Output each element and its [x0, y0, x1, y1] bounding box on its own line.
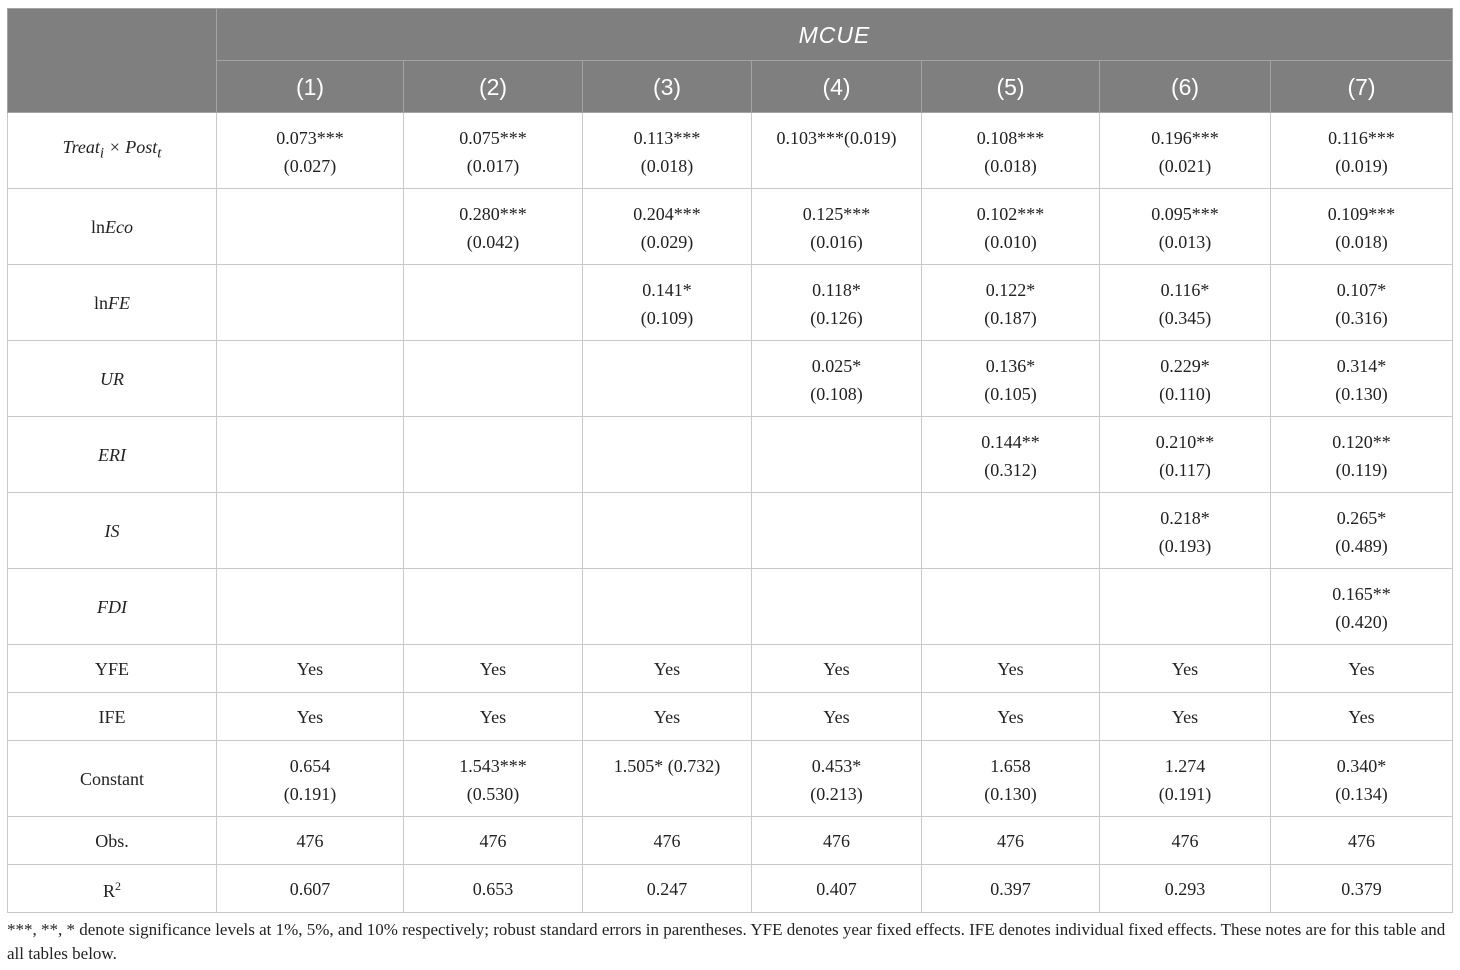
table-footnote: ***, **, * denote significance levels at 1%, 5%, and 10% respectively; robust standard errors in parentheses. YFE denotes year fixed effects. IFE denotes individual fixed effects. These notes are for this table and all tables below.: [7, 920, 1446, 963]
table-row-constant: [8, 741, 1453, 817]
table-row-fdi: [8, 569, 1453, 645]
table-cell: 1.274 (0.191): [1100, 741, 1271, 817]
table-cell: 0.653: [404, 865, 583, 913]
table-cell: 0.407: [752, 865, 922, 913]
table-cell: [404, 569, 583, 645]
table-row-obs: [8, 817, 1453, 865]
table-cell: [404, 265, 583, 341]
table-cell: [922, 569, 1100, 645]
row-label-is: IS: [8, 493, 217, 569]
table-cell: 0.196*** (0.021): [1100, 113, 1271, 189]
column-header: (1): [217, 61, 404, 113]
table-cell: [217, 417, 404, 493]
table-cell: 0.379: [1271, 865, 1453, 913]
table-cell: 0.144** (0.312): [922, 417, 1100, 493]
table-cell: [583, 341, 752, 417]
row-label-fdi: FDI: [8, 569, 217, 645]
table-cell: [217, 493, 404, 569]
table-cell: 0.280*** (0.042): [404, 189, 583, 265]
table-cell: 0.293: [1100, 865, 1271, 913]
table-cell: 476: [583, 817, 752, 865]
table-cell: 0.340* (0.134): [1271, 741, 1453, 817]
table-cell: [404, 417, 583, 493]
table-cell: 476: [1100, 817, 1271, 865]
table-cell: 0.229* (0.110): [1100, 341, 1271, 417]
table-cell: 0.108*** (0.018): [922, 113, 1100, 189]
table-cell: [217, 189, 404, 265]
table-cell: [752, 493, 922, 569]
table-row-lnfe: [8, 265, 1453, 341]
table-cell: [1100, 569, 1271, 645]
table-cell: 0.109*** (0.018): [1271, 189, 1453, 265]
table-cell: 476: [404, 817, 583, 865]
table-cell: 0.265* (0.489): [1271, 493, 1453, 569]
table-cell: [752, 417, 922, 493]
table-cell: 0.607: [217, 865, 404, 913]
table-cell: 0.397: [922, 865, 1100, 913]
table-cell: 0.025* (0.108): [752, 341, 922, 417]
table-cell: 0.120** (0.119): [1271, 417, 1453, 493]
table-cell: [752, 569, 922, 645]
table-cell: [922, 493, 1100, 569]
header-row-columns: [8, 61, 1453, 113]
row-label-constant: Constant: [8, 741, 217, 817]
table-cell: [583, 493, 752, 569]
table-cell: 0.247: [583, 865, 752, 913]
table-cell: 0.113*** (0.018): [583, 113, 752, 189]
column-header: (6): [1100, 61, 1271, 113]
table-cell: 0.314* (0.130): [1271, 341, 1453, 417]
table-cell: 1.505* (0.732): [583, 741, 752, 817]
row-label-r2: $R^2$: [8, 865, 217, 913]
table-row-yfe: [8, 645, 1453, 693]
table-cell: Yes: [217, 693, 404, 741]
row-label-ife: IFE: [8, 693, 217, 741]
table-row-ur: [8, 341, 1453, 417]
table-cell: Yes: [922, 693, 1100, 741]
table-cell: 0.075*** (0.017): [404, 113, 583, 189]
table-row-is: [8, 493, 1453, 569]
table-cell: 0.073*** (0.027): [217, 113, 404, 189]
column-header: (3): [583, 61, 752, 113]
table-row-treat-post: [8, 113, 1453, 189]
row-label-lnfe: lnFE: [8, 265, 217, 341]
table-cell: 0.107* (0.316): [1271, 265, 1453, 341]
table-cell: Yes: [217, 645, 404, 693]
table-cell: 0.095*** (0.013): [1100, 189, 1271, 265]
table-cell: 0.218* (0.193): [1100, 493, 1271, 569]
column-header: (2): [404, 61, 583, 113]
table-cell: 0.210** (0.117): [1100, 417, 1271, 493]
table-cell: 476: [217, 817, 404, 865]
table-cell: 0.102*** (0.010): [922, 189, 1100, 265]
table-cell: [583, 569, 752, 645]
table-cell: [404, 493, 583, 569]
table-cell: [217, 265, 404, 341]
table-cell: [404, 341, 583, 417]
row-label-yfe: YFE: [8, 645, 217, 693]
table-cell: 0.136* (0.105): [922, 341, 1100, 417]
table-cell: Yes: [583, 645, 752, 693]
header-corner-cell: [8, 9, 217, 113]
table-cell: 0.116*** (0.019): [1271, 113, 1453, 189]
table-cell: 0.165** (0.420): [1271, 569, 1453, 645]
table-cell: 0.141* (0.109): [583, 265, 752, 341]
header-row-group: [8, 9, 1453, 61]
table-cell: Yes: [583, 693, 752, 741]
row-label-eri: ERI: [8, 417, 217, 493]
table-cell: Yes: [1271, 645, 1453, 693]
table-cell: Yes: [1271, 693, 1453, 741]
row-label-ur: UR: [8, 341, 217, 417]
table-cell: 0.453* (0.213): [752, 741, 922, 817]
table-cell: 0.204*** (0.029): [583, 189, 752, 265]
column-header: (4): [752, 61, 922, 113]
row-label-obs: Obs.: [8, 817, 217, 865]
table-cell: 0.103***(0.019): [752, 113, 922, 189]
table-cell: 0.654 (0.191): [217, 741, 404, 817]
table-cell: Yes: [752, 645, 922, 693]
column-header: (5): [922, 61, 1100, 113]
table-cell: [583, 417, 752, 493]
table-cell: Yes: [1100, 693, 1271, 741]
table-cell: 476: [752, 817, 922, 865]
table-row-ife: [8, 693, 1453, 741]
table-cell: [217, 341, 404, 417]
table-cell: Yes: [922, 645, 1100, 693]
table-row-lneco: [8, 189, 1453, 265]
table-cell: 476: [1271, 817, 1453, 865]
table-cell: Yes: [404, 693, 583, 741]
header-dependent-variable: MCUE: [217, 9, 1453, 61]
table-cell: Yes: [404, 645, 583, 693]
table-cell: 0.116* (0.345): [1100, 265, 1271, 341]
table-cell: Yes: [752, 693, 922, 741]
table-cell: 1.658 (0.130): [922, 741, 1100, 817]
table-row-eri: [8, 417, 1453, 493]
table-cell: 0.122* (0.187): [922, 265, 1100, 341]
row-label-lneco: lnEco: [8, 189, 217, 265]
regression-table: [7, 8, 1453, 913]
regression-table-container: [7, 8, 1452, 913]
table-cell: 0.125*** (0.016): [752, 189, 922, 265]
table-cell: 476: [922, 817, 1100, 865]
table-cell: Yes: [1100, 645, 1271, 693]
table-cell: [217, 569, 404, 645]
table-cell: 1.543*** (0.530): [404, 741, 583, 817]
table-cell: 0.118* (0.126): [752, 265, 922, 341]
table-row-r2: [8, 865, 1453, 913]
column-header: (7): [1271, 61, 1453, 113]
row-label-treat-post: Treat$_i$ × Post$_t$: [8, 113, 217, 189]
